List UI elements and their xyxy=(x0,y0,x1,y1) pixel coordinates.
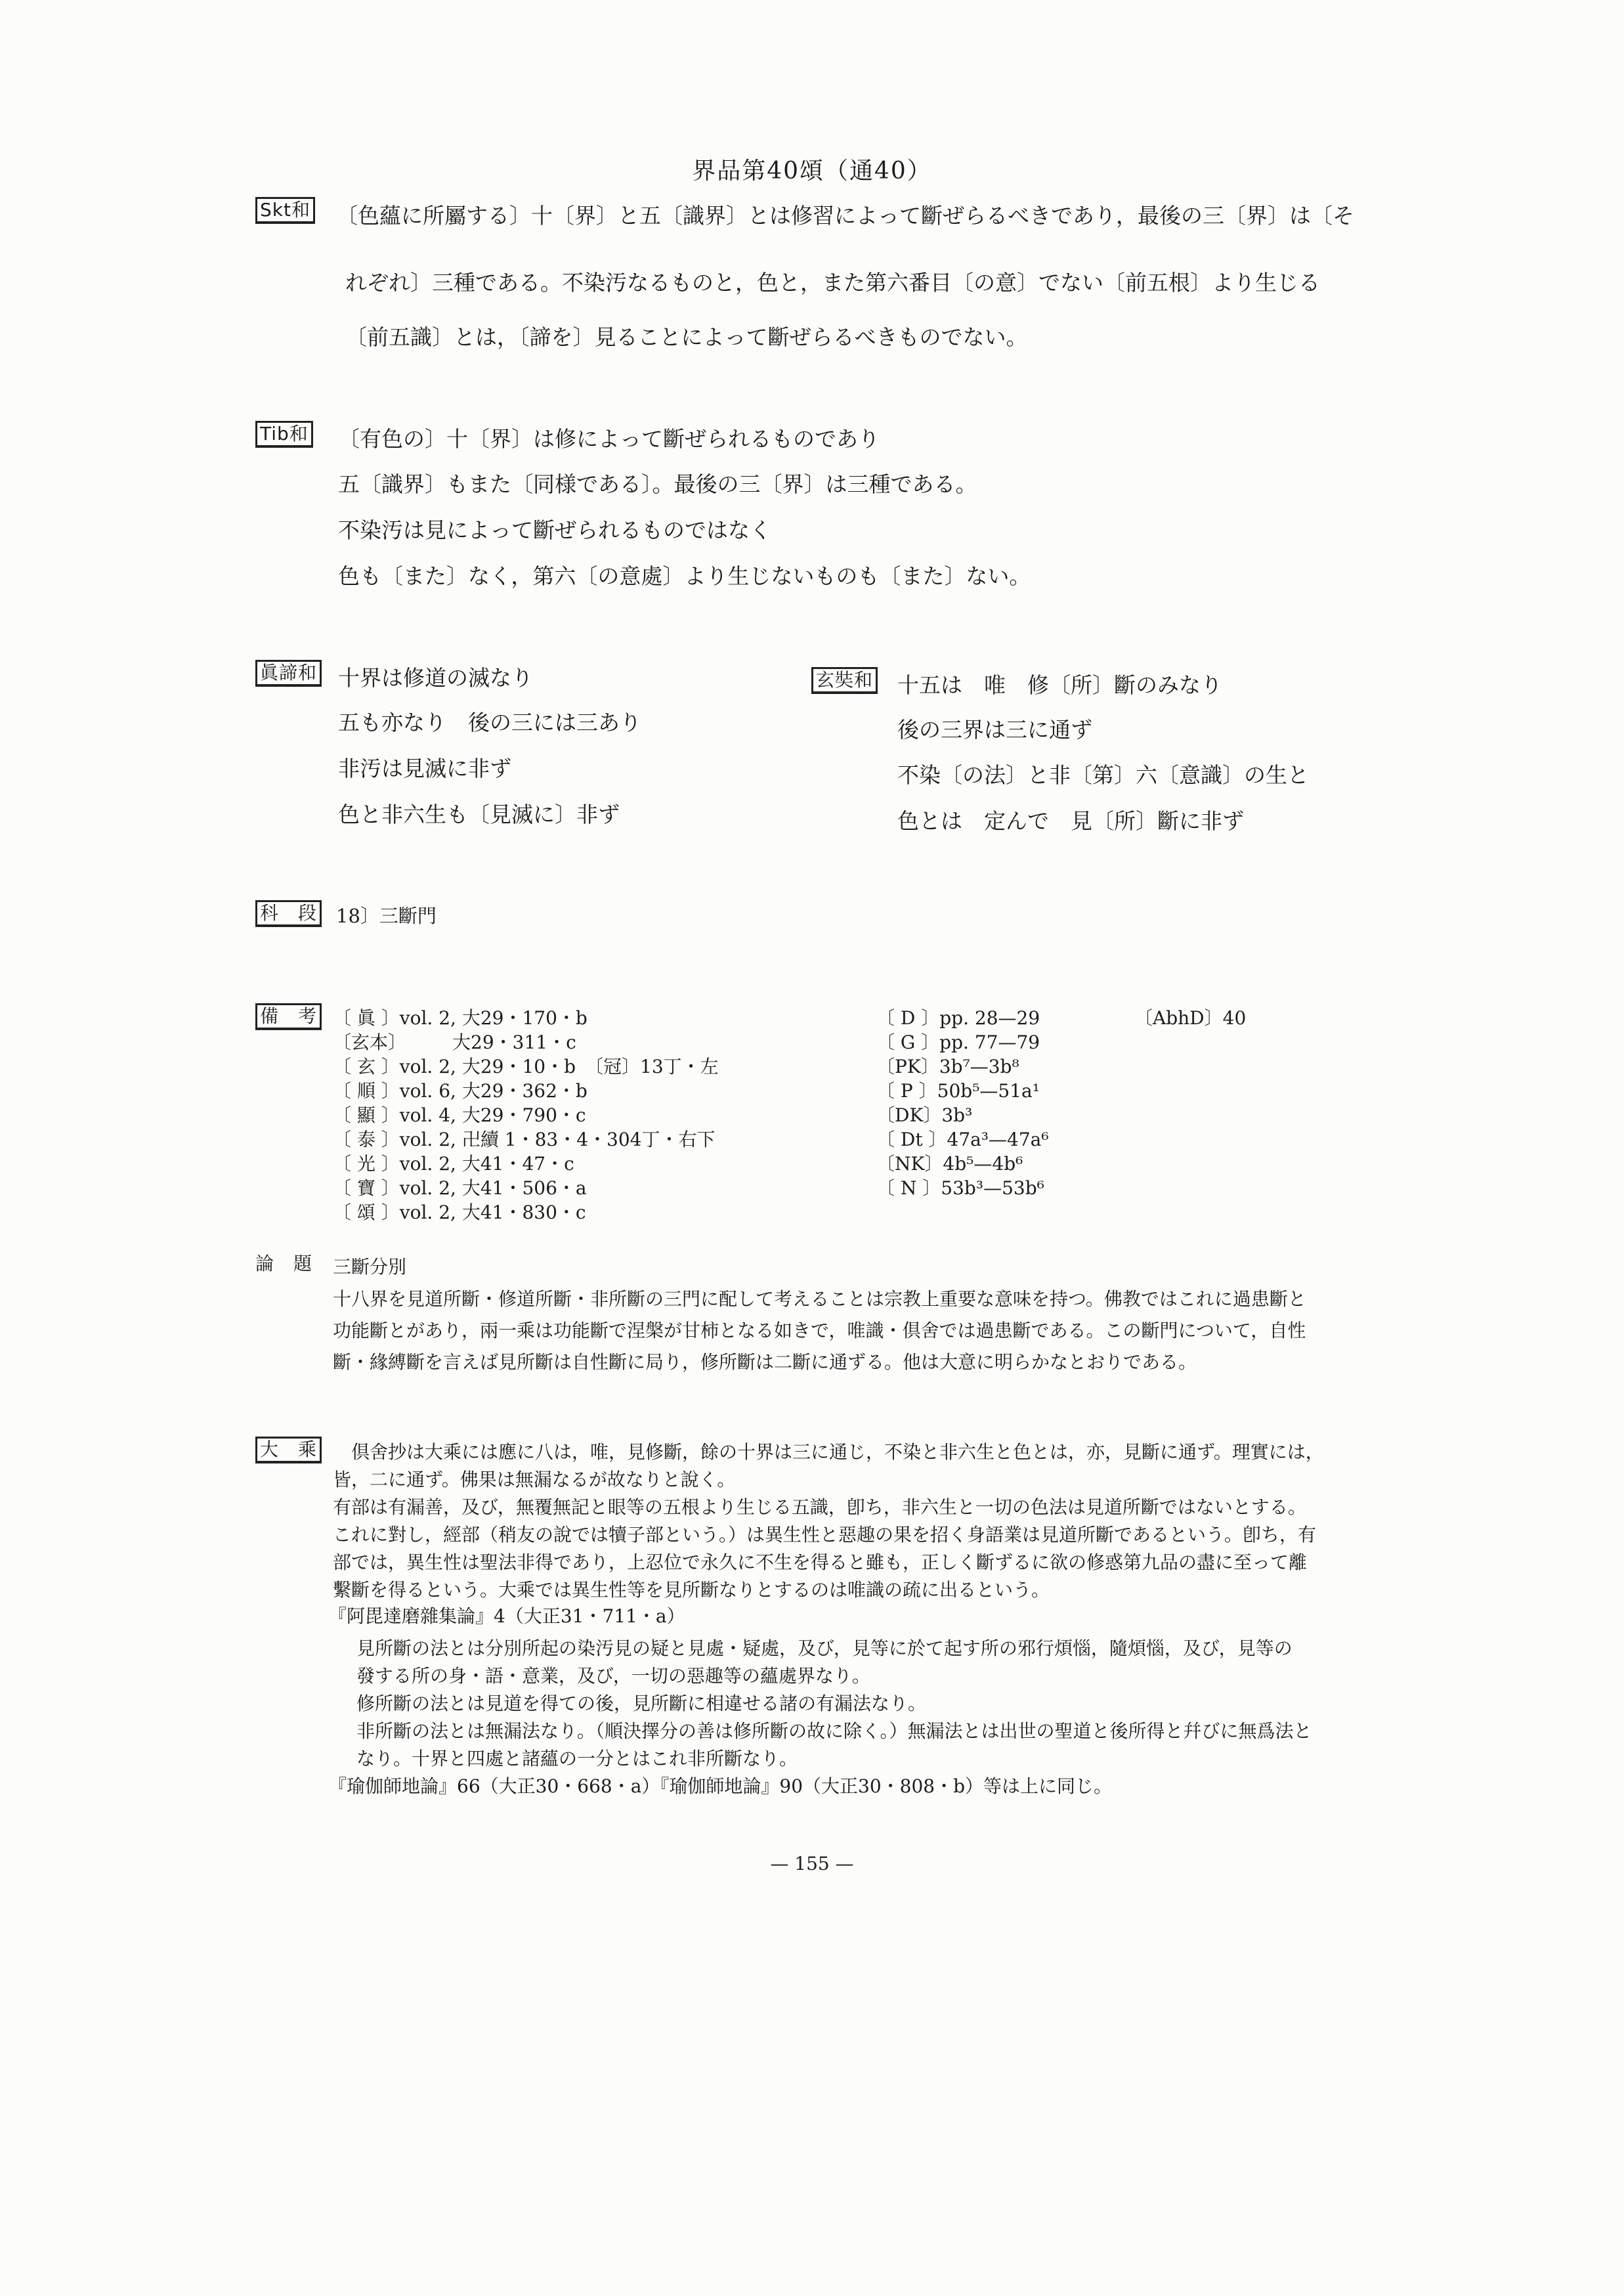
taijo-line-3: 有部は有漏善，及び，無覆無記と眼等の五根より生じる五識，卽ち，非六生と一切の色法は見道所斷ではないとする。 xyxy=(333,1496,1306,1518)
taijo-line-9: 發する所の身・語・意業，及び，一切の惡趣等の蘊處界なり。 xyxy=(356,1665,870,1687)
ref-left-1: 〔 眞 〕vol. 2, 大29・170・b xyxy=(333,1007,588,1029)
ref-left-4: 〔 順 〕vol. 6, 大29・362・b xyxy=(333,1080,588,1102)
page-title: 界品第40頌（通40） xyxy=(692,158,932,184)
ref-right-2: 〔 G 〕pp. 77—79 xyxy=(876,1031,1040,1053)
zhendi-line-4: 色と非六生も〔見滅に〕非ず xyxy=(338,802,620,827)
zhendi-line-1: 十界は修道の滅なり xyxy=(338,665,533,691)
kedan-text: 18〕三斷門 xyxy=(336,905,437,927)
ref-right-8: 〔 N 〕53b³—53b⁶ xyxy=(876,1177,1044,1199)
taijo-line-4: これに對し，經部（稍友の說では犢子部という。）は異生性と惡趣の果を招く身語業は見道所斷であるという。卽ち，有 xyxy=(333,1524,1317,1546)
xuanzang-line-2: 後の三界は三に通ず xyxy=(897,717,1092,743)
skt-line-3: 〔前五識〕とは，〔諦を〕見ることによって斷ぜらるべきものでない。 xyxy=(345,324,1028,350)
taijo-line-1: 倶舍抄は大乘には應に八は，唯，見修斷，餘の十界は三に通じ，不染と非六生と色とは，亦，見斷に通ず。理實には， xyxy=(351,1441,1324,1463)
tib-label: Tib和 xyxy=(255,421,313,448)
taijo-line-8: 見所斷の法とは分別所起の染汚見の疑と見處・疑處，及び，見等に於て起す所の邪行煩惱，隨煩惱，及び，見等の xyxy=(356,1637,1293,1659)
zhendi-line-3: 非汚は見滅に非ず xyxy=(338,756,511,781)
ronidai-heading: 三斷分別 xyxy=(333,1256,407,1278)
ref-right-5: 〔DK〕3b³ xyxy=(876,1104,973,1126)
ronidai-line-2: 功能斷とがあり，兩一乘は功能斷で涅槃が甘柿となる如きで，唯識・倶舍では過患斷である。この斷門について，自性 xyxy=(333,1320,1306,1341)
skt-label: Skt和 xyxy=(255,197,315,224)
ref-right-1: 〔 D 〕pp. 28—29 xyxy=(876,1007,1040,1029)
xuanzang-line-3: 不染〔の法〕と非〔第〕六〔意識〕の生と xyxy=(897,762,1309,788)
ref-left-8: 〔 寶 〕vol. 2, 大41・506・a xyxy=(333,1177,587,1199)
ronidai-line-3: 斷・緣縛斷を言えば見所斷は自性斷に局り，修所斷は二斷に通ずる。他は大意に明らかなとおりである。 xyxy=(333,1351,1197,1373)
xuanzang-line-1: 十五は 唯 修〔所〕斷のみなり xyxy=(897,672,1222,698)
xuanzang-label: 玄奘和 xyxy=(811,667,878,694)
taijo-line-5: 部では，異生性は聖法非得であり，上忍位で永久に不生を得ると雖も，正しく斷ずるに欲の修惑第九品の盡に至って離 xyxy=(333,1551,1308,1573)
tib-line-2: 五〔識界〕もまた〔同様である〕。最後の三〔界〕は三種である。 xyxy=(338,471,977,497)
ref-right-4: 〔 P 〕50b⁵—51a¹ xyxy=(876,1080,1040,1102)
taijo-citation-1: 『阿毘達磨雜集論』4（大正31・711・a） xyxy=(328,1605,685,1627)
xuanzang-line-4: 色とは 定んで 見〔所〕斷に非ず xyxy=(897,808,1244,834)
ref-right-7: 〔NK〕4b⁵—4b⁶ xyxy=(876,1153,1023,1175)
tib-line-3: 不染汚は見によって斷ぜられるものではなく xyxy=(338,517,771,543)
ref-left-9: 〔 頌 〕vol. 2, 大41・830・c xyxy=(333,1202,586,1223)
ref-left-7: 〔 光 〕vol. 2, 大41・47・c xyxy=(333,1153,574,1175)
taijo-line-12: なり。十界と四處と諸蘊の一分とはこれ非所斷なり。 xyxy=(356,1748,798,1769)
ref-right-3: 〔PK〕3b⁷—3b⁸ xyxy=(876,1056,1019,1077)
ronidai-line-1: 十八界を見道所斷・修道所斷・非所斷の三門に配して考えることは宗教上重要な意味を持つ。佛教ではこれに過患斷と xyxy=(333,1288,1306,1310)
page-number: — 155 — xyxy=(770,1853,854,1874)
ref-right-6: 〔 Dt 〕47a³—47a⁶ xyxy=(876,1129,1049,1150)
skt-line-1: 〔色蘊に所屬する〕十〔界〕と五〔識界〕とは修習によって斷ぜらるべきであり，最後の三〔界〕は〔そ xyxy=(336,203,1354,228)
skt-line-2: れぞれ〕三種である。不染汚なるものと，色と，また第六番目〔の意〕でない〔前五根〕より生じる xyxy=(345,270,1320,295)
taijo-citation-2: 『瑜伽師地論』66（大正30・668・a）『瑜伽師地論』90（大正30・808・b）等は上に同じ。 xyxy=(328,1775,1113,1797)
ronidai-label: 論 題 xyxy=(255,1253,313,1274)
tib-line-4: 色も〔また〕なく，第六〔の意處〕より生じないものも〔また〕ない。 xyxy=(338,563,1031,589)
taijo-line-6: 繫斷を得るという。大乘では異生性等を見所斷なりとするのは唯識の疏に出るという。 xyxy=(333,1579,1050,1601)
tib-line-1: 〔有色の〕十〔界〕は修によって斷ぜられるものであり xyxy=(338,426,880,452)
kedan-label: 科 段 xyxy=(255,900,322,927)
taijo-line-10: 修所斷の法とは見道を得ての後，見所斷に相違せる諸の有漏法なり。 xyxy=(356,1693,927,1714)
ref-abhd: 〔AbhD〕40 xyxy=(1134,1007,1247,1029)
zhendi-line-2: 五も亦なり 後の三には三あり xyxy=(338,710,641,735)
ref-left-3: 〔 玄 〕vol. 2, 大29・10・b 〔冠〕13丁・左 xyxy=(333,1056,719,1077)
ref-left-5: 〔 顯 〕vol. 4, 大29・790・c xyxy=(333,1104,586,1126)
taijo-line-2: 皆，二に通ず。佛果は無漏なるが故なりと說く。 xyxy=(333,1469,736,1490)
bikou-label: 備 考 xyxy=(255,1003,322,1030)
zhendi-label: 眞諦和 xyxy=(255,660,322,687)
ref-left-2: 〔玄本〕 大29・311・c xyxy=(333,1031,576,1053)
taijo-line-11: 非所斷の法とは無漏法なり。（順決擇分の善は修所斷の故に除く。）無漏法とは出世の聖道と後所得と幷びに無爲法と xyxy=(356,1720,1312,1742)
taijo-label: 大 乘 xyxy=(255,1437,322,1463)
ref-left-6: 〔 泰 〕vol. 2, 卍續 1・83・4・304丁・右下 xyxy=(333,1129,716,1150)
